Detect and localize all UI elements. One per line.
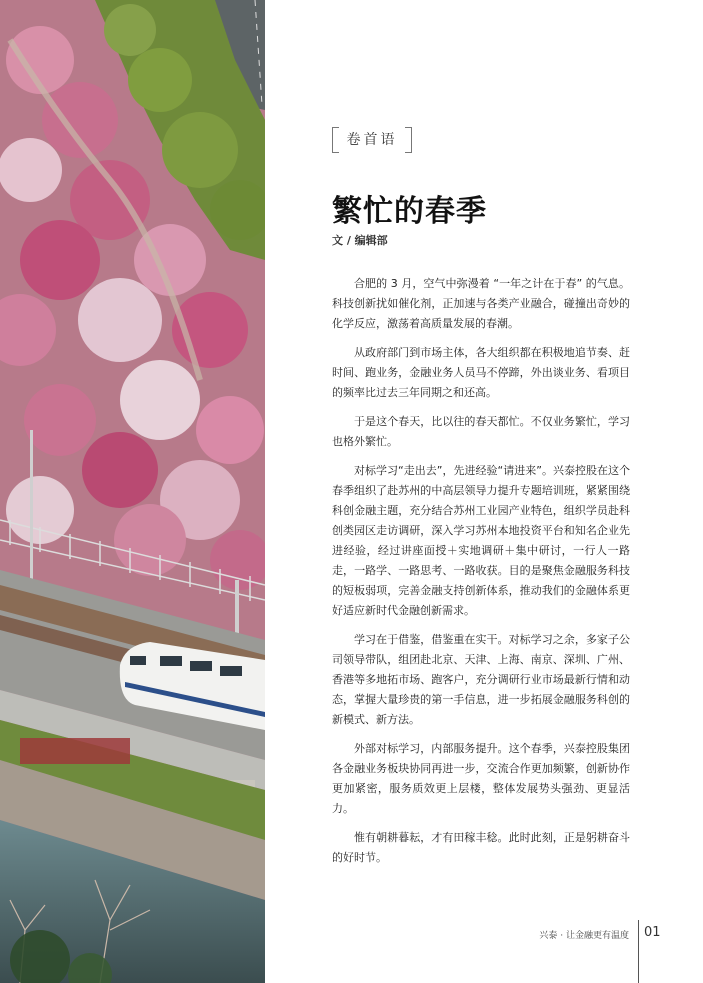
paragraph: 于是这个春天，比以往的春天都忙。不仅业务繁忙，学习也格外繁忙。 bbox=[332, 415, 630, 448]
paragraph: 从政府部门到市场主体，各大组织都在积极地追节奏、赶时间、跑业务，金融业务人员马不停蹄，外出谈业务、看项目的频率比过去三年同期之和还高。 bbox=[332, 346, 630, 399]
blossom-park-train-photo-icon bbox=[0, 0, 265, 983]
paragraph: 学习在于借鉴，借鉴重在实干。对标学习之余，多家子公司领导带队，组团赴北京、天津、上海、南京、深圳、广州、香港等多地拓市场、跑客户，充分调研行业市场最新行情和动态，掌握大量珍贵的第一手信息，进一步拓展金融服务科创的新模式、新方法。 bbox=[332, 633, 630, 726]
paragraph: 对标学习“走出去”，先进经验“请进来”。兴泰控股在这个春季组织了赴苏州的中高层领导力提升专题培训班，紧紧围绕科创金融主题，充分结合苏州工业园产业特色，组织学员赴科创类园区走访调研，深入学习苏州本地投资平台和知名企业先进经验，经过讲座面授＋实地调研＋集中研讨，一行人一路走，一路学、一路思考、一路收获。目的是聚焦金融服务科技的短板弱项，完善金融支持创新体系，推动我们的金融体系更好适应新时代金融创新需求。 bbox=[332, 464, 630, 617]
article-body bbox=[332, 274, 630, 877]
article-title: 繁忙的春季 bbox=[332, 194, 487, 229]
section-tag-label: 卷首语 bbox=[346, 132, 398, 148]
bracket-right bbox=[405, 127, 412, 153]
section-tag bbox=[332, 127, 412, 153]
footer-slogan: 兴泰 · 让金融更有温度 bbox=[539, 931, 629, 941]
paragraph: 外部对标学习，内部服务提升。这个春季，兴泰控股集团各金融业务板块协同再进一步，交流合作更加频繁，创新协作更加紧密，服务质效更上层楼，整体发展势头强劲、更显活力。 bbox=[332, 742, 630, 815]
cover-photo bbox=[0, 0, 265, 983]
paragraph: 合肥的 3 月，空气中弥漫着 “一年之计在于春” 的气息。科技创新扰如催化剂，正加速与各类产业融合，碰撞出奇妙的化学反应，激荡着高质量发展的春潮。 bbox=[332, 277, 630, 330]
bracket-left bbox=[332, 127, 339, 153]
paragraph: 惟有朝耕暮耘，才有田稼丰稔。此时此刻，正是躬耕奋斗的好时节。 bbox=[332, 831, 630, 864]
article-byline: 文 / 编辑部 bbox=[332, 234, 388, 247]
footer-divider bbox=[638, 920, 639, 983]
page-number: 01 bbox=[644, 925, 661, 940]
